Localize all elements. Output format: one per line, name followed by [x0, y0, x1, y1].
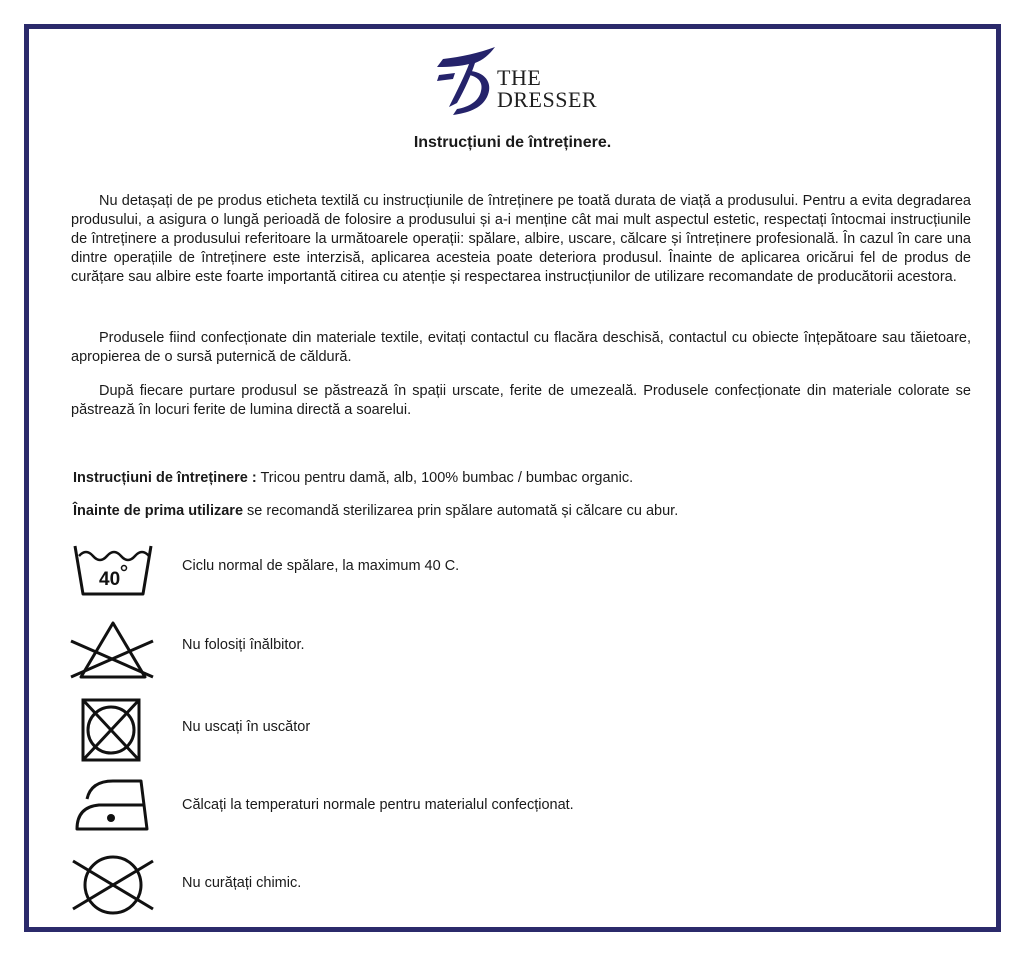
care-text-dry: Nu uscați în uscător [182, 719, 311, 735]
page-title: Instrucțiuni de întreținere. [413, 134, 612, 151]
first-use-label: Înainte de prima utilizare [73, 503, 244, 519]
care-item-iron [69, 777, 969, 857]
no-dry-clean-icon [69, 851, 159, 921]
care-item-dry [69, 697, 969, 777]
care-text-dryclean: Nu curățați chimic. [182, 875, 302, 891]
paragraph-fire-safety: Produsele fiind confecționate din materiale textile, evitați contactul cu flacăra deschisă, contactul cu obiecte înțepătoare sau tăietoare, apropierea de o sursă puternică de căldură. [71, 330, 971, 365]
brand-name-line2: DRESSER [497, 87, 598, 112]
care-text-bleach: Nu folosiți înălbitor. [182, 637, 305, 653]
product-description-line [73, 470, 633, 486]
no-tumble-dry-icon [69, 697, 159, 767]
care-item-wash [69, 534, 969, 614]
iron-medium-icon [69, 777, 159, 847]
paragraph-label-retention: Nu detașați de pe produs eticheta textilă cu instrucțiunile de întreținere pe toată durata de viață a produsului. Pentru a evita degradarea produsului, a asigura o lungă perioadă de folosire a produsului și a-i menține cât mai mult aspectul estetic, respectați întocmai instrucțiunile de întreținere a produsului referitoare la următoarele operații: spălare, albire, uscare, călcare și întreținere profesională. În cazul în care una dintre operațiile de întreținere este interzisă, aplicarea acesteia poate deteriora produsul. Înainte de aplicarea oricărui fel de produs de curățare sau albire este foarte importantă citirea cu atenție și respectarea instrucțiunilor de utilizare recomandate de producătorii acestora. [71, 193, 971, 285]
wash-temp-label: 40 [99, 569, 121, 590]
brand-mark-icon [431, 45, 497, 117]
care-text-iron: Călcați la temperaturi normale pentru materialul confecționat. [182, 797, 574, 813]
no-bleach-icon [69, 617, 159, 687]
product-description-label: Instrucțiuni de întreținere : [73, 470, 257, 486]
brand-name-line1: THE [497, 65, 542, 90]
product-description-value: Tricou pentru damă, alb, 100% bumbac / bumbac organic. [256, 470, 634, 486]
care-label-frame [24, 24, 1001, 932]
brand-name [497, 67, 597, 111]
wash-40-icon [69, 534, 159, 604]
first-use-value: se recomandă sterilizarea prin spălare automată și călcare cu abur. [243, 503, 679, 519]
care-item-dryclean [69, 851, 969, 931]
brand-logo [431, 45, 631, 117]
first-use-line [73, 503, 678, 519]
care-text-wash: Ciclu normal de spălare, la maximum 40 C. [182, 558, 460, 574]
paragraph-storage: După fiecare purtare produsul se păstrează în spații urscate, ferite de umezeală. Produsele confecționate din materiale colorate se păstrează în locuri ferite de lumina directă a soarelui. [71, 383, 971, 418]
care-item-bleach [69, 617, 969, 697]
